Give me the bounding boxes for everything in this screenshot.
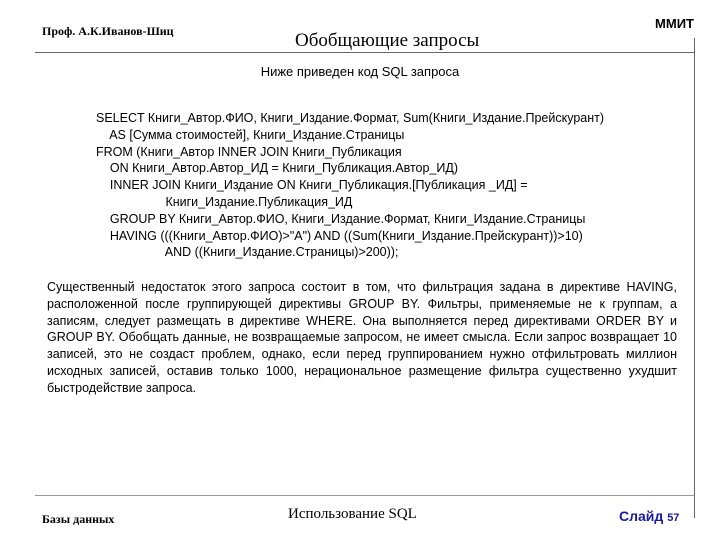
sql-line: Книги_Издание.Публикация_ИД [96,194,353,209]
slide-label: Слайд [619,508,664,524]
top-divider [35,52,695,53]
footer-course: Базы данных [42,512,115,526]
sql-line: ON Книги_Автор.Автор_ИД = Книги_Публикация.Автор_ИД) [96,161,459,176]
sql-code-block [96,110,604,261]
right-divider [694,38,695,518]
bottom-divider [35,495,695,496]
sql-line: AND ((Книги_Издание.Страницы)>200)); [96,245,399,260]
slide-title: Обобщающие запросы [295,30,480,51]
org-label: ММИТ [655,16,694,31]
slide-indicator [619,508,679,524]
sql-line: AS [Сумма стоимостей], Книги_Издание.Страницы [96,127,405,142]
sql-line: FROM (Книги_Автор INNER JOIN Книги_Публикация [96,144,402,159]
sql-line: INNER JOIN Книги_Издание ON Книги_Публикация.[Публикация _ИД] = [96,178,528,193]
sql-line: GROUP BY Книги_Автор.ФИО, Книги_Издание.Формат, Книги_Издание.Страницы [96,211,586,226]
footer-topic: Использование SQL [288,506,417,522]
intro-text: Ниже приведен код SQL запроса [260,64,460,79]
slide-number: 57 [667,512,680,524]
sql-line: HAVING (((Книги_Автор.ФИО)>"А") AND ((Sum(Книги_Издание.Прейскурант))>10) [96,228,583,243]
sql-line: SELECT Книги_Автор.ФИО, Книги_Издание.Формат, Sum(Книги_Издание.Прейскурант) [96,111,605,125]
author-name: Проф. А.К.Иванов-Шиц [42,24,174,38]
explanation-paragraph: Существенный недостаток этого запроса состоит в том, что фильтрация задана в директиве HAVING, расположенной после группирующей директивы GROUP BY. Фильтры, применяемые не к группам, а записям, следует размещать в директиве WHERE. Она выполняется перед директивами ORDER BY и GROUP BY. Обобщать данные, не возвращаемые запросом, не имеет смысла. Если запрос возвращает 10 записей, это не создаст проблем, однако, если перед группированием нужно отфильтровать миллион исходных записей, оставив только 1000, нерациональное размещение фильтра существенно ухудшит быстродействие запроса. [47,280,677,395]
